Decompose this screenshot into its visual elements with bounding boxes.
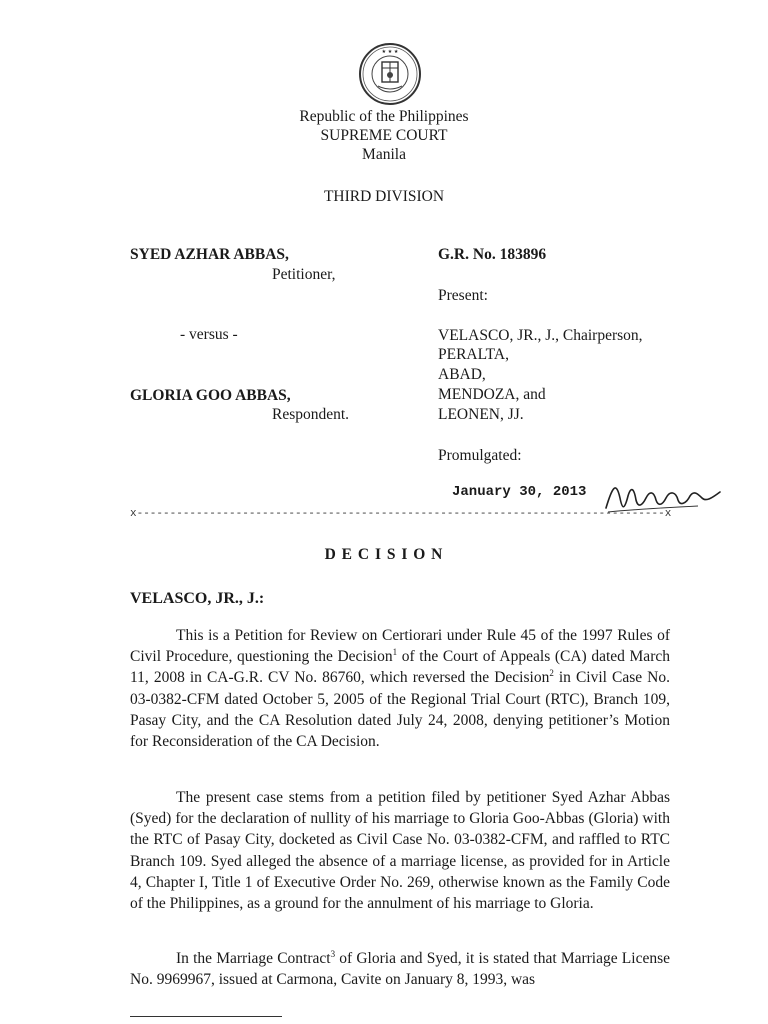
ponente-line: VELASCO, JR., J.: — [130, 590, 265, 607]
justice-line: VELASCO, JR., J., Chairperson, — [438, 327, 643, 344]
petitioner-role: Petitioner, — [272, 266, 336, 283]
footnote-ref[interactable]: 1 — [392, 647, 398, 658]
respondent-name: GLORIA GOO ABBAS, — [130, 387, 291, 404]
gr-number: G.R. No. 183896 — [438, 246, 547, 263]
paragraph-3 — [130, 948, 670, 990]
supreme-court-seal — [358, 42, 422, 106]
paragraph-text: in Civil Case No. 03-0382-CFM dated October 5, 2005 of the Regional Trial Court (RTC), Branch 109, Pasay City, and the CA Resolution dated July 24, 2008, denying petitioner’s Motion for Reconsideration of the CA Decision. — [130, 669, 670, 751]
separator-end: x — [664, 508, 672, 520]
court-name: SUPREME COURT — [320, 127, 448, 144]
justice-line: MENDOZA, and — [438, 386, 546, 403]
separator-start: x — [130, 508, 137, 520]
dash-rule: -------------------------------------------------------------------------------- — [136, 508, 665, 520]
svg-text:★ ★ ★: ★ ★ ★ — [381, 49, 399, 55]
justice-line: LEONEN, JJ. — [438, 406, 524, 423]
justice-line: ABAD, — [438, 366, 486, 383]
decision-title: D E C I S I O N — [324, 546, 444, 563]
paragraph-text: This is a Petition for Review on Certiorari under Rule 45 of the 1997 Rules of Civil Procedure, questioning the Decision — [130, 627, 670, 666]
versus-label: - versus - — [180, 326, 238, 343]
paragraph-text: of the Court of Appeals (CA) dated March 11, 2008 in CA-G.R. CV No. 86760, which reversed the Decision — [130, 648, 670, 687]
justice-line: PERALTA, — [438, 346, 509, 363]
paragraph-1 — [130, 625, 670, 752]
promulgated-date: January 30, 2013 — [452, 484, 587, 500]
division-title: THIRD DIVISION — [323, 188, 445, 205]
court-location: Manila — [362, 146, 406, 163]
caption-separator — [130, 508, 670, 524]
petitioner-name: SYED AZHAR ABBAS, — [130, 246, 289, 263]
footnote-rule — [130, 1016, 282, 1017]
present-label: Present: — [438, 287, 488, 304]
footnote-ref[interactable]: 3 — [330, 948, 336, 959]
paragraph-text: In the Marriage Contract — [176, 950, 331, 967]
paragraph-text: of Gloria and Syed, it is stated that Marriage License No. 9969967, issued at Carmona, Cavite on January 8, 1993, was — [130, 950, 671, 989]
paragraph-2 — [130, 787, 670, 914]
respondent-role: Respondent. — [272, 406, 350, 423]
republic-line: Republic of the Philippines — [299, 108, 469, 125]
paragraph-text: The present case stems from a petition filed by petitioner Syed Azhar Abbas (Syed) for the declaration of nullity of his marriage to Gloria Goo-Abbas (Gloria) with the RTC of Pasay City, docketed as Civil Case No. 03-0382-CFM, and raffled to RTC Branch 109. Syed alleged the absence of a marriage license, as provided for in Article 4, Chapter I, Title 1 of Executive Order No. 269, otherwise known as the Family Code of the Philippines, as a ground for the annulment of his marriage to Gloria. — [130, 789, 670, 913]
footnote-ref[interactable]: 2 — [549, 668, 554, 679]
promulgated-label: Promulgated: — [438, 447, 522, 464]
